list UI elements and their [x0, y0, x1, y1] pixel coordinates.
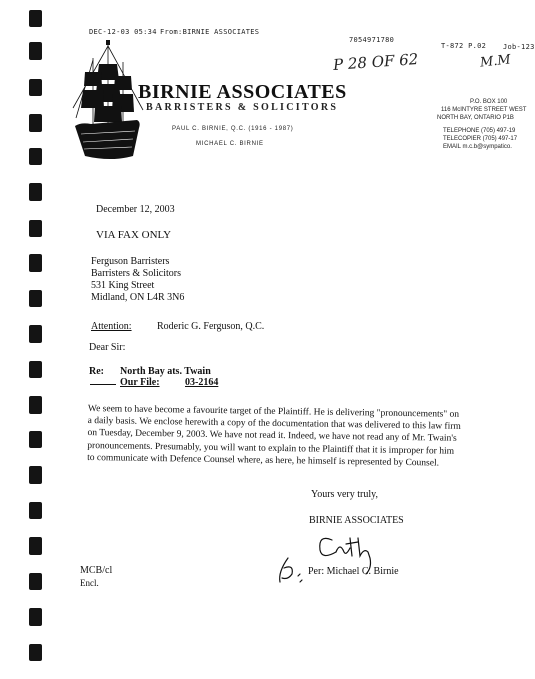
address-line-2: 116 McINTYRE STREET WEST: [441, 107, 527, 113]
handwritten-page-note: P 28 OF 62: [332, 50, 419, 74]
telecopier: TELECOPIER (705) 497-17: [443, 136, 518, 142]
punch-hole: [29, 325, 42, 343]
partner-2: MICHAEL C. BIRNIE: [196, 141, 264, 147]
letter-date: December 12, 2003: [96, 204, 175, 215]
recipient-line-2: Barristers & Solicitors: [91, 268, 181, 279]
file-label: Our File:: [120, 377, 160, 388]
closing: Yours very truly,: [311, 489, 378, 500]
fax-from: From:BIRNIE ASSOCIATES: [160, 28, 260, 36]
attention-name: Roderic G. Ferguson, Q.C.: [157, 321, 265, 332]
recipient-line-3: 531 King Street: [91, 280, 155, 291]
body-line: pronouncements. Presumably, you will want to explain to the Plaintiff that it is improper for him: [87, 440, 455, 457]
body-line: to communicate with Defence Counsel where, as here, he himself is represented by Counsel.: [87, 452, 440, 469]
handwritten-signature-icon: [270, 528, 380, 588]
partner-1: PAUL C. BIRNIE, Q.C. (1916 - 1987): [172, 126, 294, 132]
punch-hole: [29, 114, 42, 132]
reference-initials: MCB/cl: [80, 565, 113, 576]
punch-hole: [29, 10, 42, 27]
fax-sent-time: DEC-12-03 05:34: [89, 28, 157, 36]
email: EMAIL m.c.b@sympatico.: [443, 144, 512, 150]
punch-hole: [29, 644, 42, 661]
punch-hole: [29, 537, 42, 555]
file-number: 03-2164: [185, 377, 219, 388]
punch-hole: [29, 148, 42, 165]
enclosure: Encl.: [80, 578, 99, 588]
punch-hole: [29, 396, 42, 414]
punch-hole: [29, 220, 42, 237]
firm-subtitle: BARRISTERS & SOLICITORS: [146, 102, 339, 113]
ship-logo-icon: [71, 38, 145, 166]
address-line-1: P.O. BOX 100: [470, 99, 508, 105]
punch-hole: [29, 608, 42, 626]
punch-hole: [29, 466, 42, 484]
handwritten-initials: M.M: [479, 52, 512, 71]
punch-hole: [29, 431, 42, 448]
body-line: on Tuesday, December 9, 2003. We have not read it. Indeed, we have not read any of Mr. Twain's: [87, 428, 457, 445]
punch-hole: [29, 183, 42, 201]
recipient-line-4: Midland, ON L4R 3N6: [91, 292, 185, 303]
re-rule: [90, 384, 116, 385]
punch-hole: [29, 290, 42, 307]
punch-hole: [29, 79, 42, 96]
salutation: Dear Sir:: [89, 342, 126, 353]
punch-hole: [29, 573, 42, 590]
punch-hole: [29, 361, 42, 378]
telephone: TELEPHONE (705) 497-19: [443, 128, 516, 134]
firm-name: BIRNIE ASSOCIATES: [138, 81, 347, 103]
recipient-line-1: Ferguson Barristers: [91, 256, 170, 267]
delivery-method: VIA FAX ONLY: [96, 229, 172, 241]
fax-job: Job-123: [503, 43, 535, 51]
signature-line: Per: Michael C. Birnie: [308, 566, 399, 577]
re-matter: North Bay ats. Twain: [120, 366, 211, 377]
re-label: Re:: [89, 366, 104, 377]
attention-label: Attention:: [91, 321, 132, 332]
fax-page: T-872 P.02: [441, 42, 487, 50]
punch-hole: [29, 42, 42, 60]
signature-firm: BIRNIE ASSOCIATES: [309, 515, 404, 526]
punch-hole: [29, 254, 42, 272]
punch-hole: [29, 502, 42, 519]
letter-body-paragraph: [87, 403, 513, 471]
fax-phone: 7054971780: [349, 36, 395, 44]
body-line: We seem to have become a favourite target of the Plaintiff. He is delivering "pronouncements" on: [87, 403, 460, 420]
body-line: a daily basis. We enclose herewith a copy of the documentation that was delivered to this law firm: [87, 416, 461, 433]
address-line-3: NORTH BAY, ONTARIO P1B: [437, 115, 514, 121]
